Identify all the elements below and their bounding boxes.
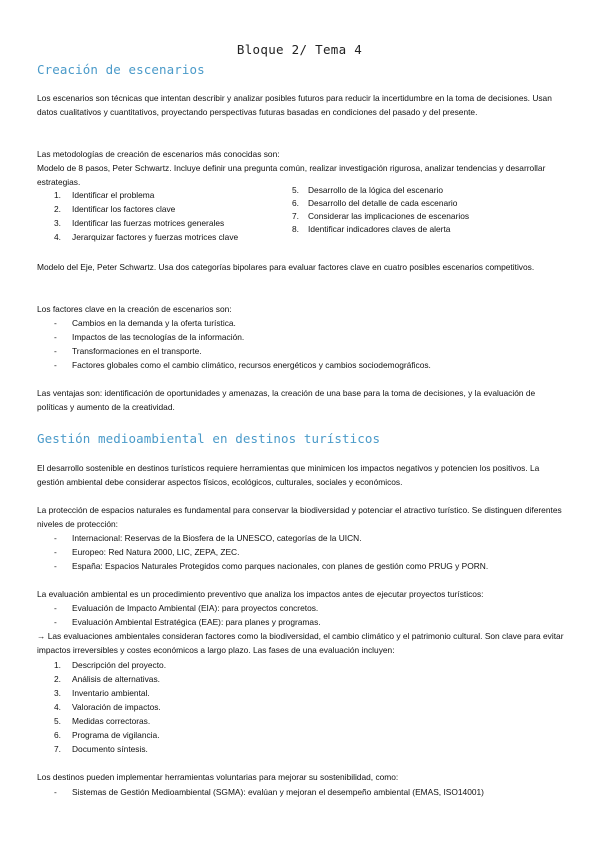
list-marker: 4. xyxy=(54,702,61,712)
bullet-dash: - xyxy=(54,547,57,557)
list-marker: 8. xyxy=(292,224,299,234)
list-item: Transformaciones en el transporte. xyxy=(72,346,202,356)
list-item: Identificar las fuerzas motrices generales xyxy=(72,218,225,228)
paragraph-ventajas: Las ventajas son: identificación de oportunidades y amenazas, la creación de una base para la toma de decisiones, y la evaluación de políticas y aumento de la creatividad. xyxy=(37,388,536,412)
paragraph-desarrollo-sostenible: El desarrollo sostenible en destinos turísticos requiere herramientas que minimicen los impactos negativos y potencien los positivos. La gestión ambiental debe considerar aspectos físicos, ecológicos, culturales, sociales y económicos. xyxy=(37,463,540,487)
list-item: Considerar las implicaciones de escenarios xyxy=(308,211,470,221)
list-item: Cambios en la demanda y la oferta turística. xyxy=(72,318,236,328)
list-item: Documento síntesis. xyxy=(72,744,148,754)
list-item: Internacional: Reservas de la Biosfera de la UNESCO, categorías de la UICN. xyxy=(72,533,362,543)
page-title: Bloque 2/ Tema 4 xyxy=(236,42,363,57)
bullet-dash: - xyxy=(54,561,57,571)
list-item: Europeo: Red Natura 2000, LIC, ZEPA, ZEC. xyxy=(72,547,240,557)
list-item: Descripción del proyecto. xyxy=(72,660,167,670)
list-item: Programa de vigilancia. xyxy=(72,730,160,740)
paragraph-escenarios-intro: Los escenarios son técnicas que intentan describir y analizar posibles futuros para reducir la incertidumbre en la toma de decisiones. Usan datos cualitativos y cuantitativos, proyectando perspectivas futuras basadas en condiciones del pasado y del presente. xyxy=(37,93,552,117)
list-item: Sistemas de Gestión Medioambiental (SGMA): evalúan y mejoran el desempeño ambiental (EMAS, ISO14001) xyxy=(72,787,484,797)
list-marker: 2. xyxy=(54,674,61,684)
list-item: España: Espacios Naturales Protegidos como parques nacionales, con planes de gestión como PRUG y PORN. xyxy=(72,561,489,571)
paragraph-fases-evaluacion: → Las evaluaciones ambientales consideran factores como la biodiversidad, el cambio climático y el patrimonio cultural. Son clave para evitar impactos irreversibles y costes económicos a largo plazo. Las fases de una evaluación incluyen: xyxy=(37,631,564,655)
paragraph-factores-clave: Los factores clave en la creación de escenarios son: xyxy=(37,304,232,314)
list-marker: 1. xyxy=(54,190,61,200)
list-marker: 2. xyxy=(54,204,61,214)
list-marker: 1. xyxy=(54,660,61,670)
section-heading-gestion: Gestión medioambiental en destinos turísticos xyxy=(37,431,381,446)
list-item: Valoración de impactos. xyxy=(72,702,161,712)
list-marker: 5. xyxy=(54,716,61,726)
list-item: Identificar indicadores claves de alerta xyxy=(308,224,451,234)
bullet-dash: - xyxy=(54,787,57,797)
list-item: Evaluación de Impacto Ambiental (EIA): para proyectos concretos. xyxy=(72,603,319,613)
bullet-dash: - xyxy=(54,617,57,627)
list-item: Jerarquizar factores y fuerzas motrices clave xyxy=(72,232,239,242)
section-heading-escenarios: Creación de escenarios xyxy=(37,62,205,77)
list-item: Factores globales como el cambio climático, recursos energéticos y cambios sociodemográficos. xyxy=(72,360,431,370)
bullet-dash: - xyxy=(54,533,57,543)
paragraph-modelo-8-pasos: Modelo de 8 pasos, Peter Schwartz. Incluye definir una pregunta común, realizar investigación rigurosa, analizar tendencias y desarrollar estrategias. xyxy=(37,163,546,187)
list-marker: 6. xyxy=(54,730,61,740)
bullet-dash: - xyxy=(54,360,57,370)
list-marker: 3. xyxy=(54,218,61,228)
list-item: Impactos de las tecnologías de la información. xyxy=(72,332,245,342)
list-marker: 3. xyxy=(54,688,61,698)
bullet-dash: - xyxy=(54,346,57,356)
bullet-dash: - xyxy=(54,332,57,342)
paragraph-proteccion: La protección de espacios naturales es fundamental para conservar la biodiversidad y potenciar el atractivo turístico. Se distinguen diferentes niveles de protección: xyxy=(37,505,562,529)
paragraph-metodologias: Las metodologías de creación de escenarios más conocidas son: xyxy=(37,149,280,159)
bullet-dash: - xyxy=(54,603,57,613)
list-item: Evaluación Ambiental Estratégica (EAE): para planes y programas. xyxy=(72,617,321,627)
list-item: Medidas correctoras. xyxy=(72,716,151,726)
list-marker: 7. xyxy=(54,744,61,754)
bullet-dash: - xyxy=(54,318,57,328)
paragraph-modelo-eje: Modelo del Eje, Peter Schwartz. Usa dos categorías bipolares para evaluar factores clave en cuatro posibles escenarios competitivos. xyxy=(37,262,535,272)
paragraph-evaluacion-ambiental: La evaluación ambiental es un procedimiento preventivo que analiza los impactos antes de ejecutar proyectos turísticos: xyxy=(37,589,484,599)
list-marker: 6. xyxy=(292,198,299,208)
list-item: Desarrollo de la lógica del escenario xyxy=(308,185,444,195)
list-item: Identificar el problema xyxy=(72,190,155,200)
list-item: Identificar los factores clave xyxy=(72,204,176,214)
list-item: Inventario ambiental. xyxy=(72,688,150,698)
paragraph-herramientas: Los destinos pueden implementar herramientas voluntarias para mejorar su sostenibilidad, como: xyxy=(37,772,399,782)
list-marker: 5. xyxy=(292,185,299,195)
list-marker: 7. xyxy=(292,211,299,221)
list-marker: 4. xyxy=(54,232,61,242)
list-item: Análisis de alternativas. xyxy=(72,674,160,684)
list-item: Desarrollo del detalle de cada escenario xyxy=(308,198,458,208)
